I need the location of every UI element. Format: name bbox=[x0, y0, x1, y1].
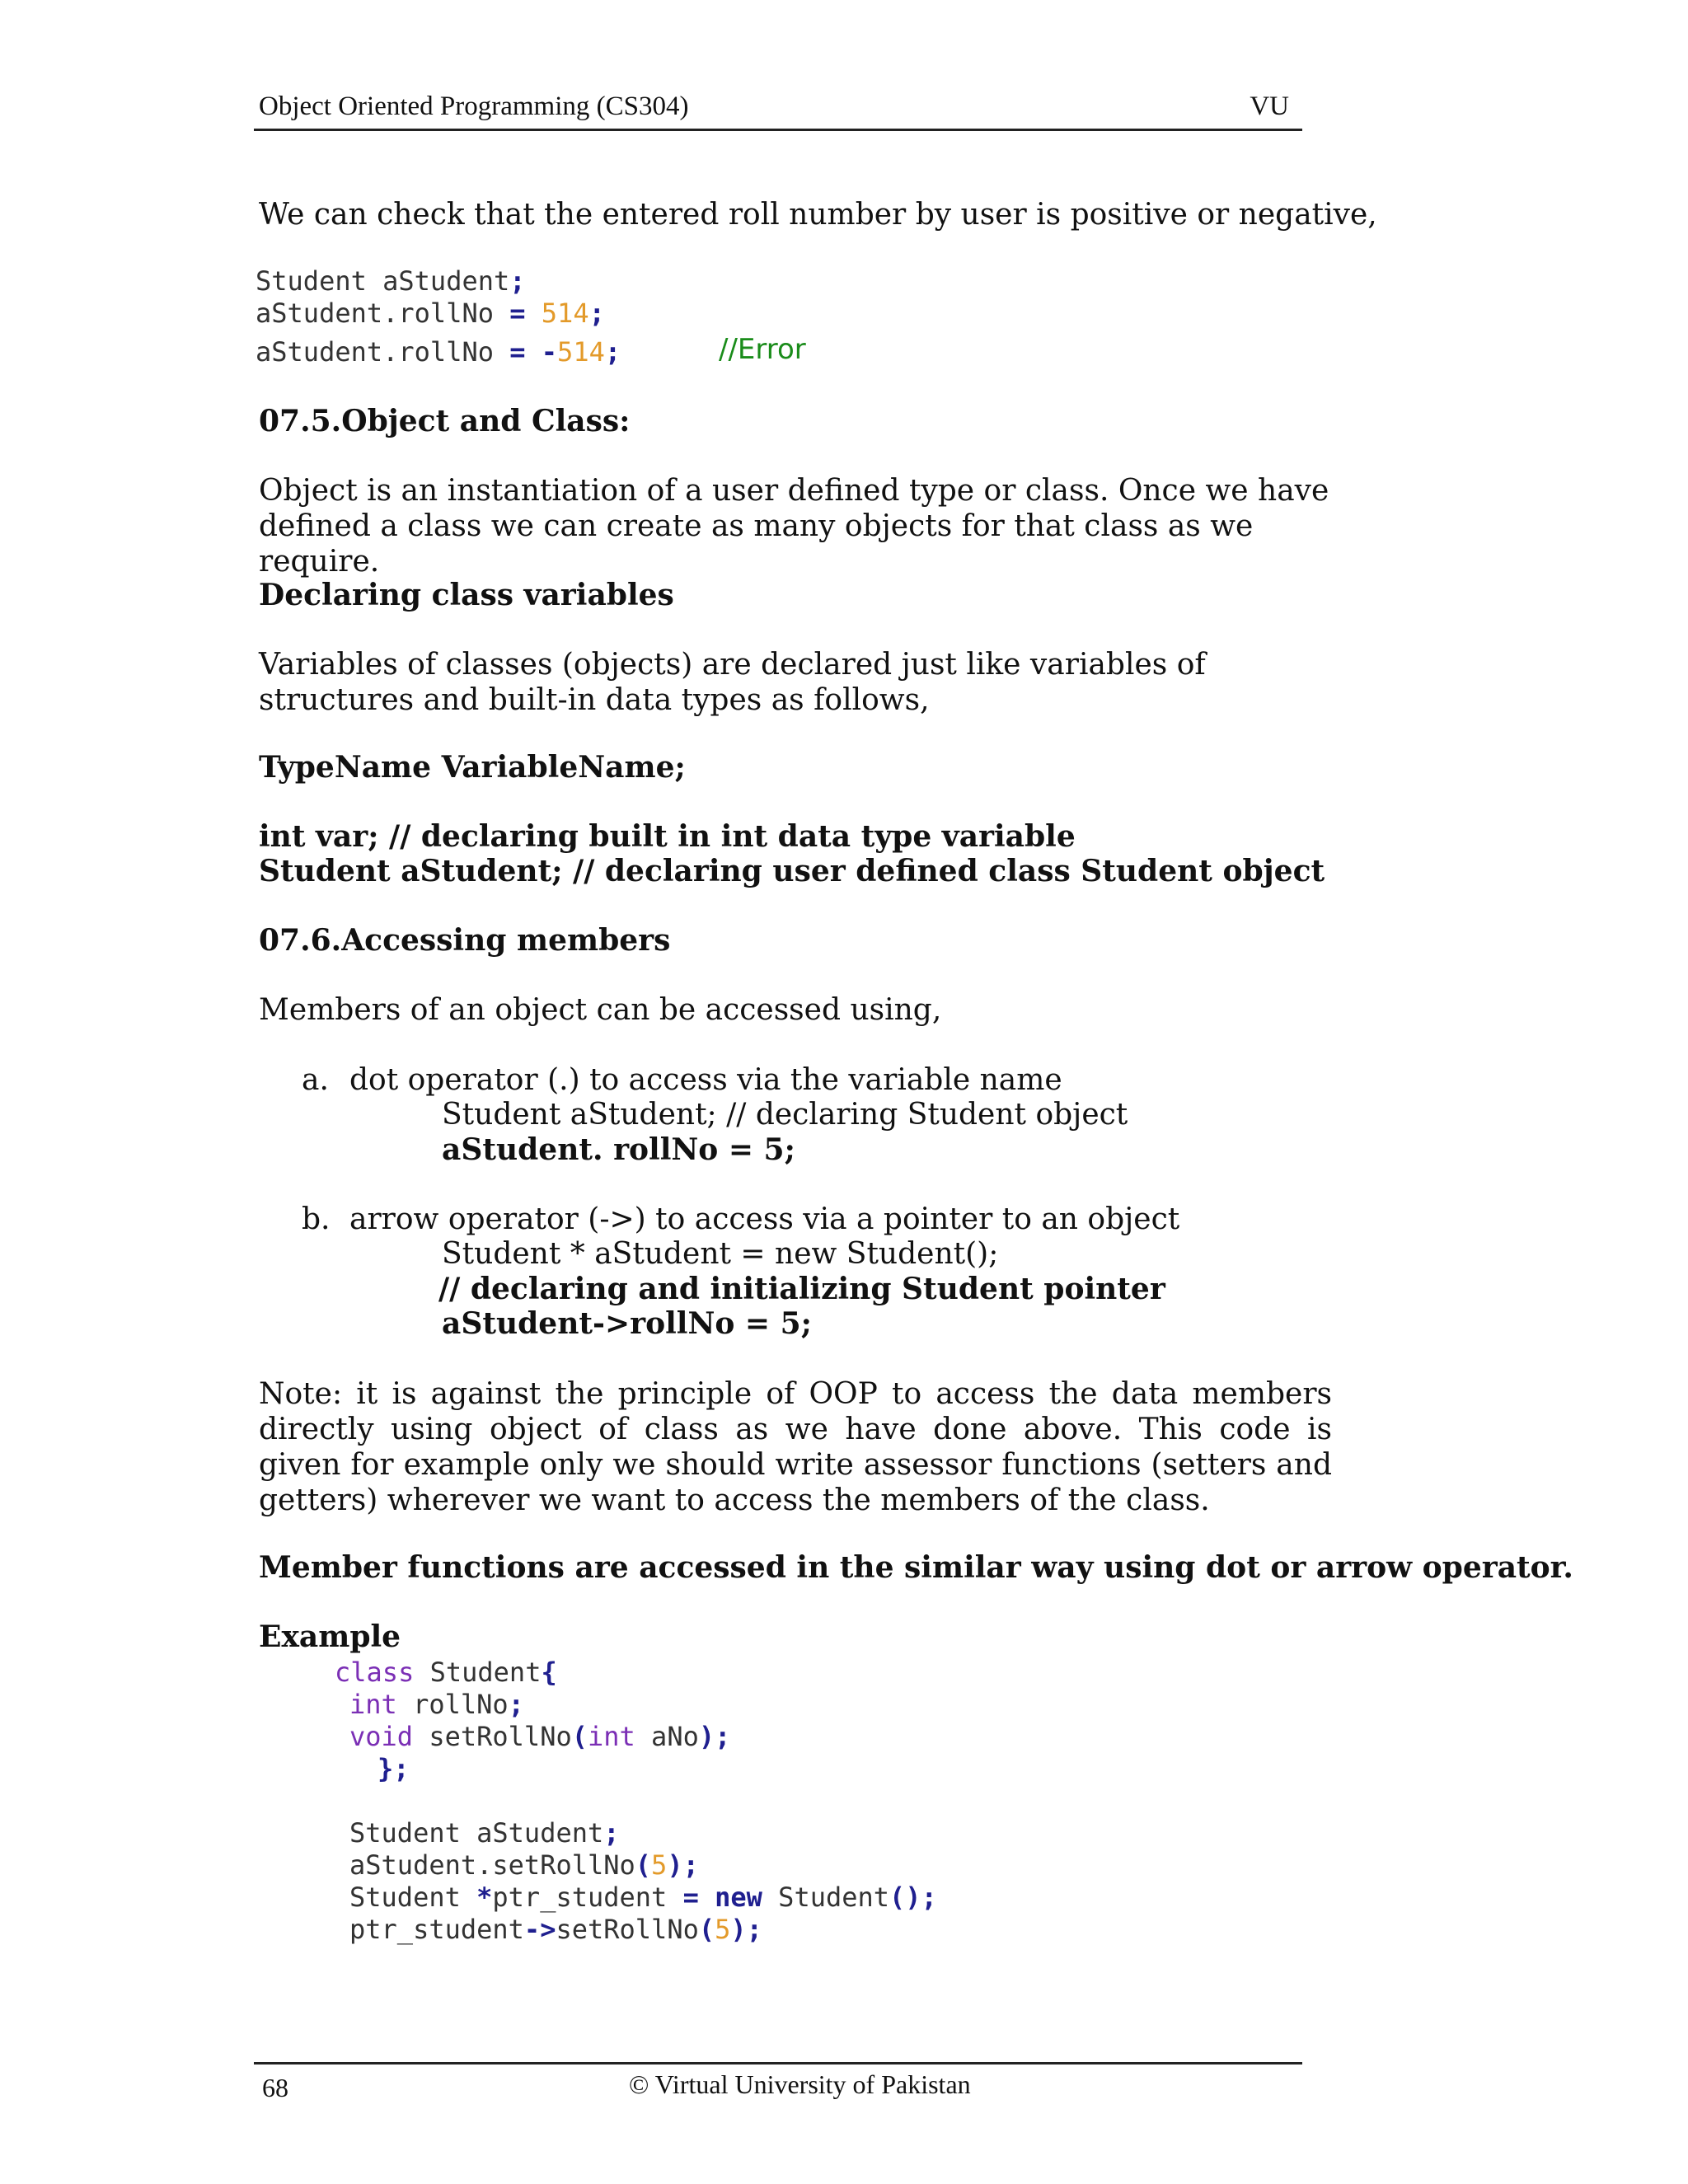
list-marker: a. bbox=[302, 1063, 329, 1097]
note-paragraph: Note: it is against the principle of OOP to access the data members directly using object of class as we have done above. This code is given for example only we should write assessor functions (setters and getters) wherever we want to access the members of the class. bbox=[259, 1377, 1332, 1517]
bold-statement: Member functions are accessed in the similar way using dot or arrow operator. bbox=[259, 1550, 1573, 1585]
intro-text: We can check that the entered roll number by user is positive or negative, bbox=[259, 198, 1377, 232]
list-code: aStudent->rollNo = 5; bbox=[442, 1306, 812, 1341]
list-code: // declaring and initializing Student pointer bbox=[438, 1272, 1165, 1306]
copyright: © Virtual University of Pakistan bbox=[629, 2069, 971, 2099]
header-right: VU bbox=[1250, 91, 1289, 121]
list-code: aStudent. rollNo = 5; bbox=[442, 1132, 795, 1167]
code-line: aStudent.setRollNo(5); bbox=[349, 1849, 699, 1881]
code-line: aStudent.rollNo = 514; bbox=[256, 298, 605, 329]
page-number: 68 bbox=[262, 2073, 288, 2102]
section-heading: 07.5.Object and Class: bbox=[259, 404, 631, 438]
code-line: Student aStudent; bbox=[349, 1817, 620, 1849]
code-line: Student *ptr_student = new Student(); bbox=[349, 1882, 937, 1913]
example-heading: Example bbox=[259, 1619, 401, 1654]
list-code: Student aStudent; // declaring Student object bbox=[442, 1098, 1128, 1132]
list-marker: b. bbox=[302, 1202, 331, 1236]
object-description: Object is an instantiation of a user defined type or class. Once we have defined a class we can create as many objects for that class as we require. bbox=[259, 474, 1329, 579]
list-item: dot operator (.) to access via the variable name bbox=[349, 1063, 1062, 1097]
syntax-line: TypeName VariableName; bbox=[259, 750, 686, 785]
code-line: ptr_student->setRollNo(5); bbox=[349, 1914, 762, 1945]
declaring-description: Variables of classes (objects) are declared just like variables of structures and built-in data types as follows, bbox=[259, 648, 1206, 717]
page-footer bbox=[254, 2062, 1302, 2114]
page-header bbox=[254, 89, 1302, 131]
code-line: void setRollNo(int aNo); bbox=[349, 1721, 731, 1752]
list-code: Student * aStudent = new Student(); bbox=[442, 1237, 999, 1271]
code-line: class Student{ bbox=[335, 1657, 557, 1688]
subheading: Declaring class variables bbox=[259, 578, 674, 612]
code-line: }; bbox=[377, 1753, 410, 1784]
declaration-example: int var; // declaring built in int data type variable bbox=[259, 819, 1076, 854]
access-description: Members of an object can be accessed using, bbox=[259, 993, 942, 1027]
code-comment: //Error bbox=[719, 333, 806, 366]
section-heading: 07.6.Accessing members bbox=[259, 923, 671, 958]
code-line: Student aStudent; bbox=[256, 265, 526, 297]
code-line: aStudent.rollNo = -514; bbox=[256, 336, 621, 368]
header-title: Object Oriented Programming (CS304) bbox=[259, 91, 689, 121]
list-item: arrow operator (->) to access via a pointer to an object bbox=[349, 1202, 1180, 1236]
declaration-example: Student aStudent; // declaring user defined class Student object bbox=[259, 854, 1325, 888]
code-line: int rollNo; bbox=[349, 1689, 524, 1720]
